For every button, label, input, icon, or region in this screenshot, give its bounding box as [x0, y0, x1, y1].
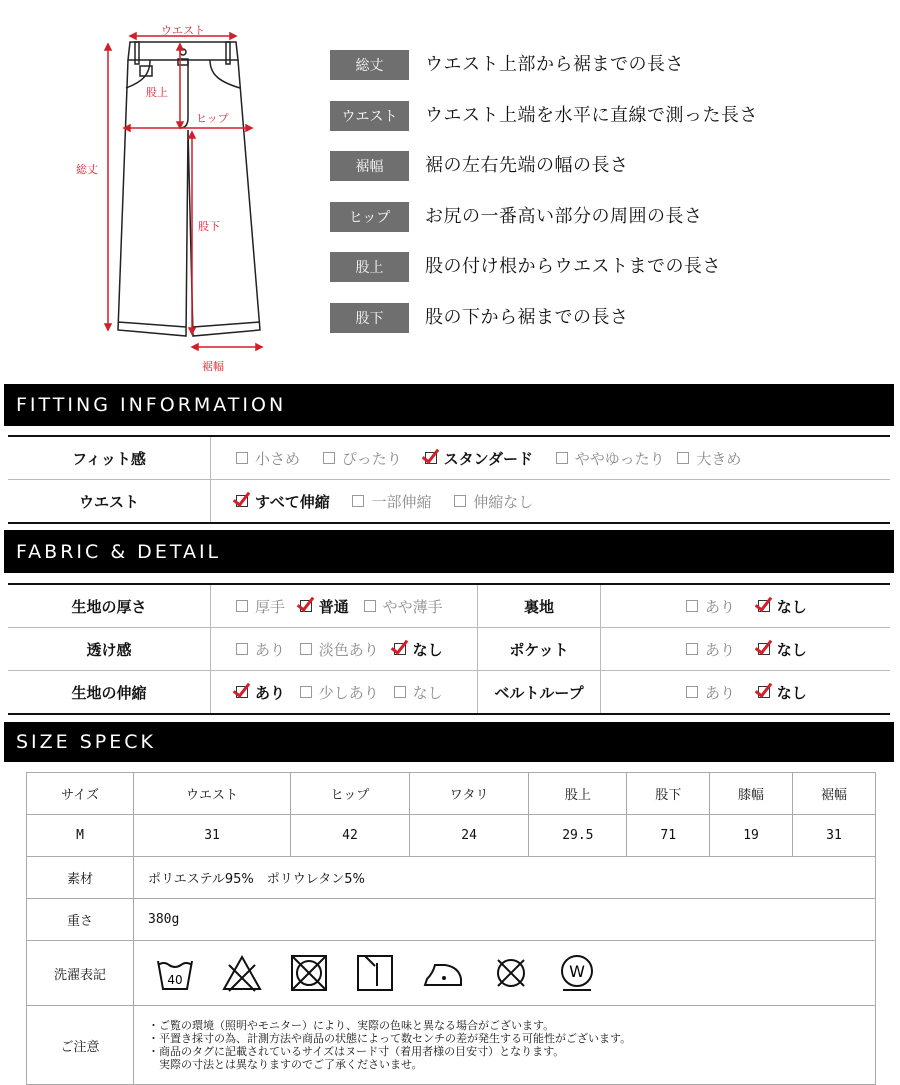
- table-row: [27, 1006, 876, 1085]
- diagram-label-total: 総丈: [76, 163, 98, 176]
- legend-desc: ウエスト上部から裾までの長さ: [425, 54, 684, 75]
- option-partial-stretch: 一部伸縮: [352, 491, 431, 512]
- fabric-table: [8, 583, 890, 715]
- option-slightly-loose: ややゆったり: [556, 448, 665, 469]
- option-yes: あり: [686, 596, 735, 617]
- wash-temp-text: 40: [167, 973, 183, 987]
- checked-checkbox-icon: [394, 643, 406, 655]
- checkbox-icon: [236, 452, 248, 464]
- checkbox-icon: [556, 452, 568, 464]
- section-header-size: SIZE SPECK: [4, 722, 894, 762]
- option-no: なし: [394, 682, 443, 703]
- checkbox-icon: [686, 600, 698, 612]
- option-no: なし: [758, 639, 807, 660]
- fabric-label-beltloop: ベルトループ: [478, 671, 601, 715]
- checked-checkbox-icon: [236, 495, 248, 507]
- size-cell: M: [27, 815, 134, 857]
- option-no: なし: [758, 596, 807, 617]
- size-header: 膝幅: [710, 773, 793, 815]
- size-header: 股下: [627, 773, 710, 815]
- size-header: サイズ: [27, 773, 134, 815]
- legend-row: [330, 101, 890, 152]
- size-cell: 19: [710, 815, 793, 857]
- option-standard: スタンダード: [425, 448, 533, 469]
- size-header: 股上: [529, 773, 627, 815]
- diagram-label-hem: 裾幅: [202, 360, 224, 373]
- table-row: [8, 628, 890, 671]
- legend-row: [330, 202, 890, 253]
- legend-tag: ヒップ: [330, 202, 409, 232]
- iron-low-icon: [421, 953, 465, 993]
- legend-row: [330, 151, 890, 202]
- weight-label: 重さ: [27, 899, 134, 941]
- diagram-label-inseam: 股下: [198, 220, 220, 233]
- checked-checkbox-icon: [236, 686, 248, 698]
- wet-clean-icon: [557, 953, 597, 993]
- table-row: [27, 899, 876, 941]
- fabric-options-beltloop: [601, 671, 891, 715]
- size-header: ワタリ: [409, 773, 529, 815]
- option-no-stretch: 伸縮なし: [454, 491, 533, 512]
- size-table: [26, 772, 876, 1085]
- fabric-label-stretch: 生地の伸縮: [8, 671, 211, 715]
- fitting-options-fit: [211, 436, 891, 480]
- checked-checkbox-icon: [425, 452, 437, 464]
- fabric-options-pocket: [601, 628, 891, 671]
- legend-row: [330, 252, 890, 303]
- legend-tag: 裾幅: [330, 151, 409, 181]
- table-row: [27, 815, 876, 857]
- section-header-fitting: FITTING INFORMATION: [4, 384, 894, 426]
- material-value: ポリエステル95% ポリウレタン5%: [134, 857, 876, 899]
- fabric-label-sheer: 透け感: [8, 628, 211, 671]
- care-symbols: [134, 941, 876, 1006]
- measurement-legend: [330, 50, 890, 353]
- option-yes: あり: [686, 682, 735, 703]
- fitting-label-fit: フィット感: [8, 436, 211, 480]
- no-tumble-dry-icon: [289, 953, 329, 993]
- fabric-label-thickness: 生地の厚さ: [8, 584, 211, 628]
- no-bleach-icon: [221, 953, 263, 993]
- checkbox-icon: [236, 643, 248, 655]
- fabric-options-sheer: [211, 628, 478, 671]
- fabric-options-stretch: [211, 671, 478, 715]
- diagram-label-rise: 股上: [146, 86, 168, 99]
- legend-row: [330, 303, 890, 354]
- weight-value: 380g: [134, 899, 876, 941]
- size-header: ヒップ: [291, 773, 410, 815]
- fabric-label-lining: 裏地: [478, 584, 601, 628]
- notes-content: [134, 1006, 876, 1085]
- table-row: [8, 480, 890, 524]
- checked-checkbox-icon: [758, 643, 770, 655]
- legend-desc: 裾の左右先端の幅の長さ: [425, 155, 629, 176]
- legend-row: [330, 50, 890, 101]
- option-slightly-thin: やや薄手: [364, 596, 443, 617]
- table-row: [8, 671, 890, 715]
- size-cell: 29.5: [529, 815, 627, 857]
- material-label: 素材: [27, 857, 134, 899]
- pants-illustration: [0, 0, 330, 380]
- size-cell: 71: [627, 815, 710, 857]
- table-row: [27, 941, 876, 1006]
- size-header: ウエスト: [134, 773, 291, 815]
- option-thick: 厚手: [236, 596, 285, 617]
- size-cell: 42: [291, 815, 410, 857]
- option-light-colors: 淡色あり: [300, 639, 379, 660]
- fabric-label-pocket: ポケット: [478, 628, 601, 671]
- measurement-diagram: [0, 0, 330, 380]
- size-cell: 24: [409, 815, 529, 857]
- no-dry-clean-icon: [491, 953, 531, 993]
- checked-checkbox-icon: [300, 600, 312, 612]
- table-row: [27, 773, 876, 815]
- checkbox-icon: [686, 643, 698, 655]
- option-slight: 少しあり: [300, 682, 379, 703]
- table-row: [8, 584, 890, 628]
- note-line: ・ご覧の環境（照明やモニター）により、実際の色味と異なる場合がございます。: [148, 1019, 555, 1032]
- option-normal: 普通: [300, 596, 349, 617]
- option-no: なし: [394, 639, 443, 660]
- checkbox-icon: [236, 600, 248, 612]
- checked-checkbox-icon: [758, 600, 770, 612]
- fabric-options-lining: [601, 584, 891, 628]
- line-dry-icon: [355, 953, 395, 993]
- option-small: 小さめ: [236, 448, 300, 469]
- legend-desc: 股の下から裾までの長さ: [425, 306, 629, 328]
- checkbox-icon: [394, 686, 406, 698]
- diagram-label-waist: ウエスト: [161, 24, 205, 37]
- checkbox-icon: [300, 643, 312, 655]
- legend-desc: お尻の一番高い部分の周囲の長さ: [425, 205, 703, 227]
- size-cell: 31: [134, 815, 291, 857]
- fitting-table: [8, 435, 890, 524]
- legend-tag: 股上: [330, 252, 409, 282]
- checkbox-icon: [454, 495, 466, 507]
- option-yes: あり: [236, 682, 285, 703]
- wet-clean-text: W: [569, 962, 585, 981]
- checkbox-icon: [352, 495, 364, 507]
- size-header: 裾幅: [792, 773, 875, 815]
- legend-tag: ウエスト: [330, 101, 409, 131]
- option-yes: あり: [236, 639, 285, 660]
- option-all-stretch: すべて伸縮: [236, 491, 330, 512]
- legend-tag: 総丈: [330, 50, 409, 80]
- option-yes: あり: [686, 639, 735, 660]
- checked-checkbox-icon: [758, 686, 770, 698]
- checkbox-icon: [300, 686, 312, 698]
- table-row: [27, 857, 876, 899]
- care-label: 洗濯表記: [27, 941, 134, 1006]
- option-fitted: ぴったり: [323, 448, 402, 469]
- section-header-fabric: FABRIC & DETAIL: [4, 530, 894, 573]
- fitting-options-waist: [211, 480, 891, 524]
- checkbox-icon: [686, 686, 698, 698]
- fabric-options-thickness: [211, 584, 478, 628]
- note-line: ・商品のタグに記載されているサイズはヌード寸（着用者様の目安寸）となります。: [148, 1045, 565, 1058]
- legend-desc: 股の付け根からウエストまでの長さ: [425, 256, 721, 277]
- checkbox-icon: [677, 452, 689, 464]
- table-row: [8, 436, 890, 480]
- note-line: ・平置き採寸の為、計測方法や商品の状態によって数センチの差が発生する可能性がございます。: [148, 1032, 632, 1045]
- legend-desc: ウエスト上端を水平に直線で測った長さ: [425, 104, 758, 126]
- diagram-label-hip: ヒップ: [196, 112, 229, 125]
- option-no: なし: [758, 682, 807, 703]
- fitting-label-waist: ウエスト: [8, 480, 211, 524]
- note-line: 実際の寸法とは異なりますのでご了承くださいませ。: [148, 1058, 423, 1071]
- notes-label: ご注意: [27, 1006, 134, 1085]
- option-large: 大きめ: [677, 448, 741, 469]
- size-cell: 31: [792, 815, 875, 857]
- checkbox-icon: [323, 452, 335, 464]
- wash-40-icon: [155, 953, 195, 993]
- legend-tag: 股下: [330, 303, 409, 333]
- checkbox-icon: [364, 600, 376, 612]
